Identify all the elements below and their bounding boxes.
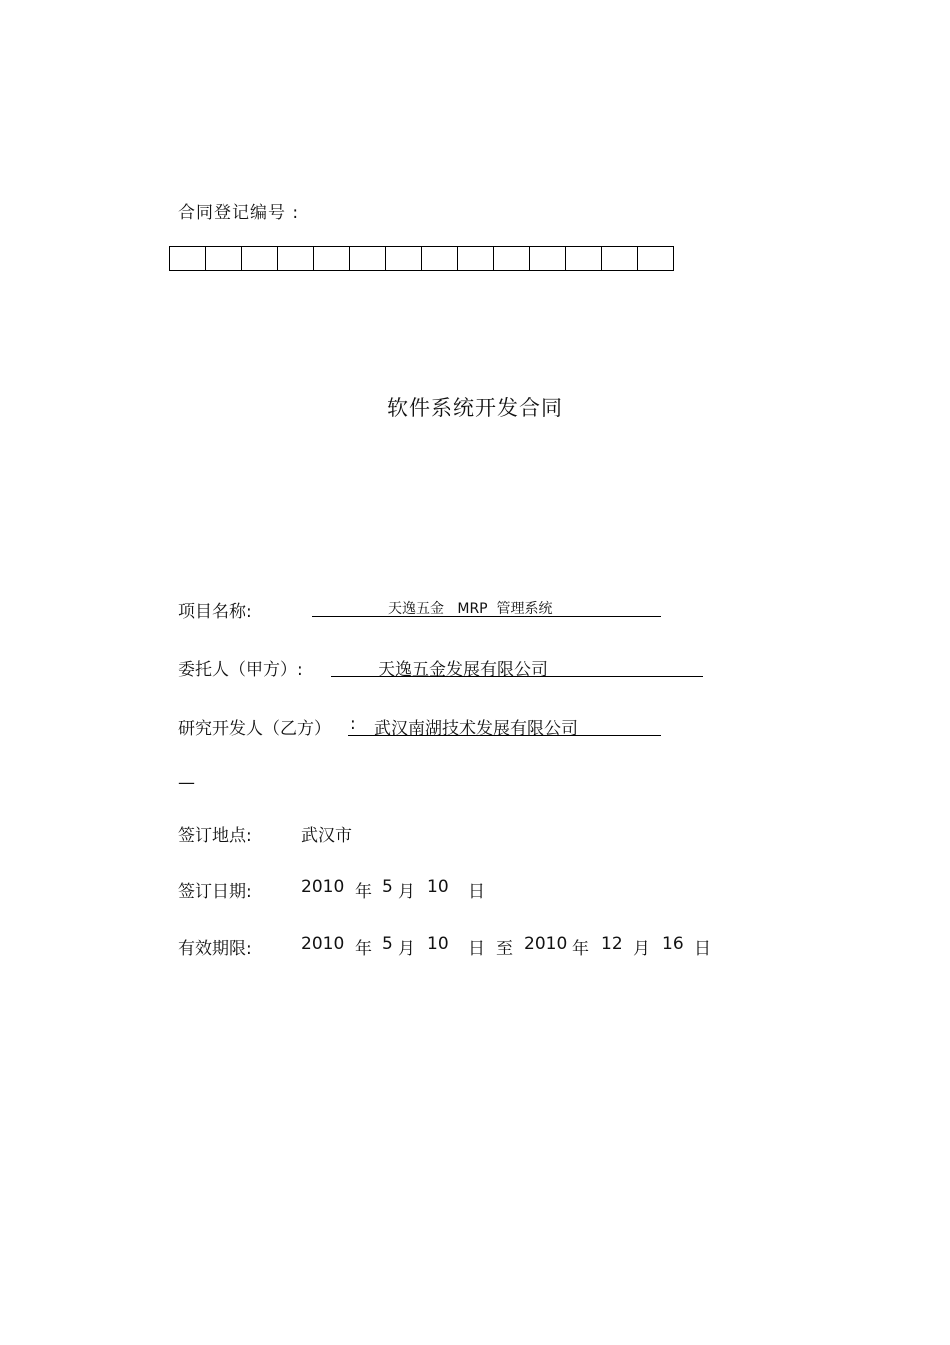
sign-date-month: 5 — [382, 877, 393, 897]
registration-number-box — [602, 246, 638, 271]
sign-place-value: 武汉市 — [301, 826, 352, 846]
registration-number-box — [206, 246, 242, 271]
valid-start-year: 2010 — [301, 934, 345, 954]
valid-end-day-unit: 日 — [694, 939, 711, 959]
project-name-part3: 管理系统 — [496, 601, 553, 617]
registration-number-box — [458, 246, 494, 271]
valid-period-value — [0, 934, 950, 958]
separator-dash: — — [178, 773, 195, 793]
registration-number-label: 合同登记编号 : — [178, 203, 300, 223]
registration-number-box — [422, 246, 458, 271]
registration-number-box — [242, 246, 278, 271]
sign-date-day-unit: 日 — [468, 882, 485, 902]
valid-start-year-unit: 年 — [355, 939, 372, 959]
project-name-part2: MRP — [457, 601, 488, 617]
registration-number-box — [314, 246, 350, 271]
registration-number-boxes — [169, 246, 674, 271]
party-a-value: 天逸五金发展有限公司 — [378, 660, 548, 680]
project-name-label: 项目名称: — [178, 602, 252, 622]
registration-number-box — [638, 246, 674, 271]
valid-start-month: 5 — [382, 934, 393, 954]
registration-number-box — [566, 246, 602, 271]
valid-start-day-unit: 日 — [468, 939, 485, 959]
document-title: 软件系统开发合同 — [387, 396, 563, 420]
sign-date-label: 签订日期: — [178, 882, 252, 902]
party-b-label: 研究开发人（乙方） — [178, 719, 331, 739]
valid-period-label: 有效期限: — [178, 939, 252, 959]
valid-start-day: 10 — [427, 934, 449, 954]
project-name-part1: 天逸五金 — [388, 601, 444, 617]
registration-number-box — [386, 246, 422, 271]
project-name-value — [388, 598, 553, 618]
party-a-label: 委托人（甲方）: — [178, 660, 303, 680]
party-b-colon: : — [350, 714, 356, 734]
sign-date-month-unit: 月 — [398, 882, 415, 902]
registration-number-box — [278, 246, 314, 271]
valid-start-month-unit: 月 — [398, 939, 415, 959]
valid-end-month-unit: 月 — [633, 939, 650, 959]
registration-number-box — [494, 246, 530, 271]
valid-end-day: 16 — [662, 934, 684, 954]
registration-number-box — [170, 246, 206, 271]
valid-end-year: 2010 — [524, 934, 568, 954]
sign-date-year-unit: 年 — [355, 882, 372, 902]
registration-number-box — [530, 246, 566, 271]
party-b-value: 武汉南湖技术发展有限公司 — [374, 719, 578, 739]
sign-place-label: 签订地点: — [178, 826, 252, 846]
registration-number-box — [350, 246, 386, 271]
valid-to: 至 — [496, 939, 513, 959]
valid-end-year-unit: 年 — [572, 939, 589, 959]
sign-date-year: 2010 — [301, 877, 345, 897]
valid-end-month: 12 — [601, 934, 623, 954]
sign-date-value — [0, 877, 950, 901]
sign-date-day: 10 — [427, 877, 449, 897]
